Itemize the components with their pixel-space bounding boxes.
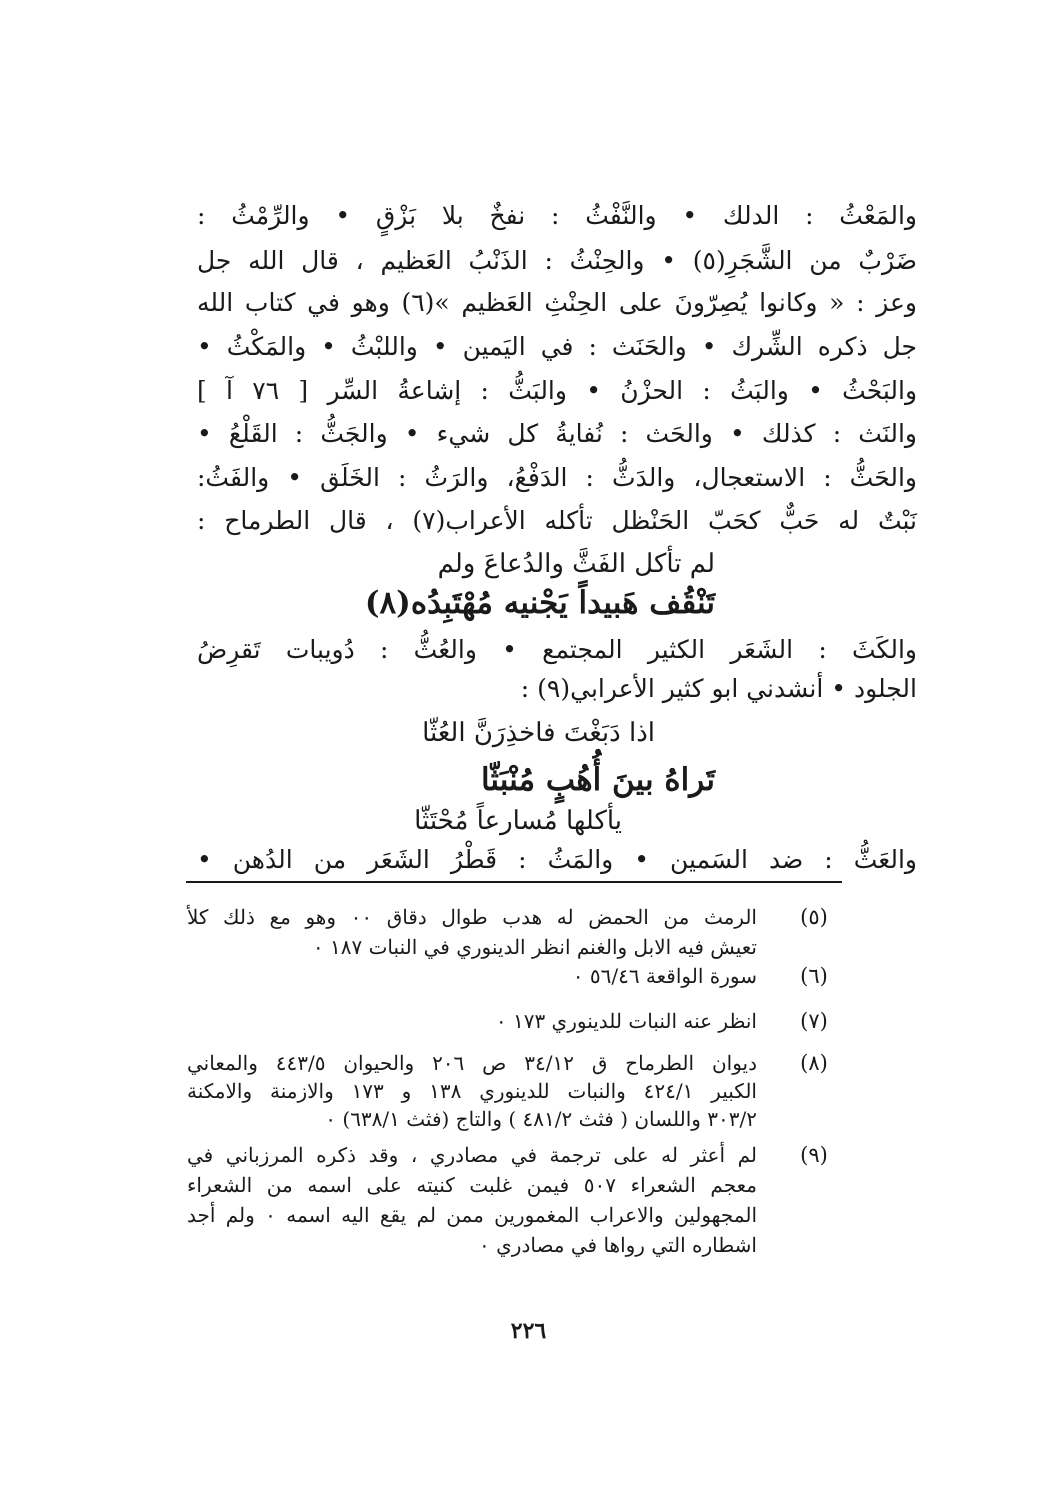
footnote-number: (٥) <box>800 905 828 929</box>
footnote-divider <box>186 881 842 883</box>
footnote-line: الرمث من الحمض له هدب طوال دقاق ٠٠ وهو مع ذلك كلأ <box>187 905 757 929</box>
verse-hemistich: تَراهُ بينَ أُهُبٍ مُنْبَثّا <box>480 762 715 798</box>
footnote-line: لم أعثر له على ترجمة في مصادري ، وقد ذكره المرزباني في <box>187 1143 757 1167</box>
footnote-line: معجم الشعراء ٥٠٧ فيمن غلبت كنيته على اسمه من الشعراء <box>187 1173 758 1197</box>
footnote-number: (٦) <box>800 964 828 988</box>
footnote-line: انظر عنه النبات للدينوري ١٧٣ ٠ <box>495 1009 757 1033</box>
verse-hemistich: يأكلها مُسارعاً مُحْتَثّا <box>414 806 622 836</box>
text-line: والمَعْثُ : الدلك • والنَّفْثُ : نفخٌ بلا بَزْقٍ • والرِّمْثُ : <box>197 201 917 230</box>
verse-hemistich: لم تأكل الفَثَّ والدُعاعَ ولم <box>437 549 715 579</box>
text-line: الجلود • أنشدني ابو كثير الأعرابي(٩) : <box>520 674 917 703</box>
footnote-line: سورة الواقعة ٥٦/٤٦ ٠ <box>572 964 757 988</box>
footnote-line: الكبير ٤٢٤/١ والنبات للدينوري ١٣٨ و ١٧٣ والازمنة والامكنة <box>187 1079 757 1103</box>
footnote-line: تعيش فيه الابل والغنم انظر الدينوري في النبات ١٨٧ ٠ <box>312 935 757 959</box>
text-line: والعَثُّ : ضد السَمين • والمَثُ : قَطْرُ الشَعَر من الدُهن • <box>197 845 917 874</box>
text-line: والبَحْثُ • والبَثُ : الحزْنُ • والبَثُّ : إشاعةُ السِّر [ ٧٦ آ ] <box>197 376 918 405</box>
footnote-number: (٩) <box>800 1143 828 1167</box>
page-number: ٢٢٦ <box>510 1318 547 1344</box>
footnote-number: (٨) <box>800 1051 828 1075</box>
footnote-line: ديوان الطرماح ق ٣٤/١٢ ص ٢٠٦ والحيوان ٤٤٣/٥ والمعاني <box>187 1051 757 1075</box>
text-line: والحَثُّ : الاستعجال، والدَثُّ : الدَفْعُ، والرَثُ : الخَلَق • والفَثُ: <box>197 463 917 492</box>
text-line: والنَث : كذلك • والحَث : نُفايةُ كل شيء • والجَثُّ : القَلْعُ • <box>197 419 917 448</box>
text-line: نَبْتٌ له حَبٌّ كحَبّ الحَنْظل تأكله الأعراب(٧) ، قال الطرماح : <box>197 506 917 535</box>
footnote-line: اشطاره التي رواها في مصادري ٠ <box>479 1233 757 1257</box>
verse-hemistich: تَنْقُف هَبيداً يَجْنيه مُهْتَبِدُه(٨) <box>364 585 715 621</box>
text-line: والكَثَ : الشَعَر الكثير المجتمع • والعُثُّ : دُويبات تَقرِضُ <box>197 635 917 664</box>
text-line: جل ذكره الشِّرك • والحَنَث : في اليَمين • واللبْثُ • والمَكْثُ • <box>197 332 917 361</box>
footnote-line: ٣٠٣/٢ واللسان ( فثث ٤٨١/٢ ) والتاج (فثث ٦٣٨/١) ٠ <box>325 1107 757 1131</box>
text-line: ضَرْبٌ من الشَّجَرِ(٥) • والحِنْثُ : الذَنْبُ العَظيم ، قال الله جل <box>197 246 917 275</box>
footnote-number: (٧) <box>800 1009 828 1033</box>
footnote-line: المجهولين والاعراب المغمورين ممن لم يقع اليه اسمه ٠ ولم أجد <box>187 1203 758 1227</box>
text-line: وعز : « وكانوا يُصِرّونَ على الحِنْثِ العَظيم »(٦) وهو في كتاب الله <box>197 288 917 317</box>
verse-hemistich: اذا دَبَغْتَ فاخذِرَنَّ العُثّا <box>422 718 655 748</box>
